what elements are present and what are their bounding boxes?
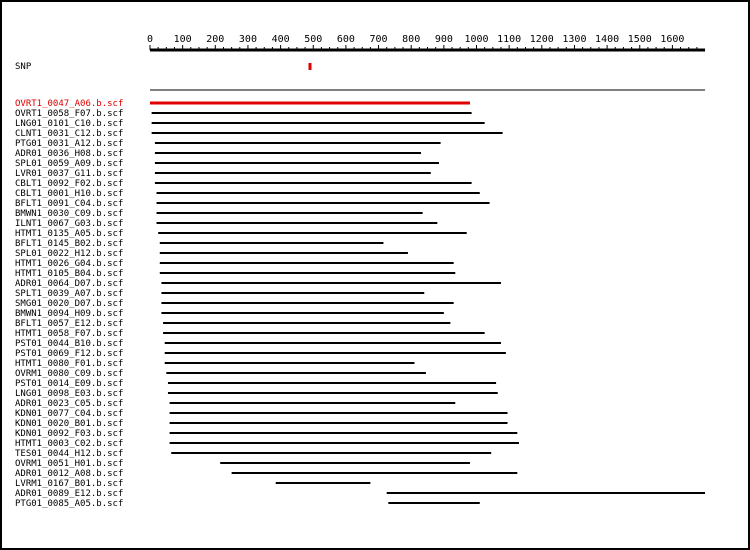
ruler-tick-label: 400 <box>271 34 290 45</box>
read-label[interactable]: OVRT1_0058_F07.b.scf <box>15 109 124 119</box>
read-label[interactable]: ADR01_0064_D07.b.scf <box>15 279 124 289</box>
read-label[interactable]: BFLT1_0091_C04.b.scf <box>15 199 124 209</box>
read-label[interactable]: SMG01_0020_D07.b.scf <box>15 299 124 309</box>
read-label[interactable]: KDN01_0092_F03.b.scf <box>15 429 124 439</box>
snp-track-label: SNP <box>15 62 32 72</box>
read-label[interactable]: BMWN1_0094_H09.b.scf <box>15 309 124 319</box>
ruler-tick-label: 600 <box>336 34 355 45</box>
read-label[interactable]: SPL01_0022_H12.b.scf <box>15 249 124 259</box>
read-label[interactable]: LNG01_0101_C10.b.scf <box>15 119 124 129</box>
read-label[interactable]: TES01_0044_H12.b.scf <box>15 449 124 459</box>
ruler-tick-label: 1100 <box>497 34 522 45</box>
ruler-tick-label: 1300 <box>562 34 587 45</box>
ruler-tick-label: 700 <box>369 34 388 45</box>
ruler-tick-label: 0 <box>146 34 154 45</box>
ruler-tick-label: 1000 <box>464 34 489 45</box>
read-label[interactable]: LVRM1_0167_B01.b.scf <box>15 479 124 489</box>
read-label[interactable]: ADR01_0012_A08.b.scf <box>15 469 124 479</box>
read-label[interactable]: SPL01_0059_A09.b.scf <box>15 159 124 169</box>
read-label[interactable]: BFLT1_0145_B02.b.scf <box>15 239 124 249</box>
read-label[interactable]: CBLT1_0001_H10.b.scf <box>15 189 124 199</box>
read-label[interactable]: PTG01_0085_A05.b.scf <box>15 499 124 509</box>
ruler-tick-label: 1500 <box>627 34 652 45</box>
ruler-tick-label: 1400 <box>595 34 620 45</box>
read-label[interactable]: LNG01_0098_E03.b.scf <box>15 389 124 399</box>
ruler-tick-label: 500 <box>304 34 323 45</box>
reads-track <box>2 2 748 548</box>
read-label[interactable]: HTMT1_0003_C02.b.scf <box>15 439 124 449</box>
read-label[interactable]: LVR01_0037_G11.b.scf <box>15 169 124 179</box>
read-label[interactable]: OVRM1_0080_C09.b.scf <box>15 369 124 379</box>
read-label[interactable]: CLNT1_0031_C12.b.scf <box>15 129 124 139</box>
read-label[interactable]: HTMT1_0135_A05.b.scf <box>15 229 124 239</box>
read-label[interactable]: HTMT1_0080_F01.b.scf <box>15 359 124 369</box>
read-label[interactable]: HTMT1_0058_F07.b.scf <box>15 329 124 339</box>
read-label[interactable]: PST01_0014_E09.b.scf <box>15 379 124 389</box>
snp-marker[interactable] <box>308 63 311 70</box>
read-label[interactable]: OVRM1_0051_H01.b.scf <box>15 459 124 469</box>
read-label[interactable]: CBLT1_0092_F02.b.scf <box>15 179 124 189</box>
read-label[interactable]: ADR01_0089_E12.b.scf <box>15 489 124 499</box>
ruler-tick-label: 900 <box>434 34 453 45</box>
read-label[interactable]: ADR01_0036_H08.b.scf <box>15 149 124 159</box>
read-label[interactable]: BFLT1_0057_E12.b.scf <box>15 319 124 329</box>
read-label[interactable]: BMWN1_0030_C09.b.scf <box>15 209 124 219</box>
read-label[interactable]: OVRT1_0047_A06.b.scf <box>15 99 124 109</box>
read-label[interactable]: PST01_0044_B10.b.scf <box>15 339 124 349</box>
ruler-tick-label: 100 <box>173 34 192 45</box>
read-label[interactable]: SPLT1_0039_A07.b.scf <box>15 289 124 299</box>
read-label[interactable]: KDN01_0077_C04.b.scf <box>15 409 124 419</box>
read-label[interactable]: PTG01_0031_A12.b.scf <box>15 139 124 149</box>
read-label[interactable]: ADR01_0023_C05.b.scf <box>15 399 124 409</box>
read-label[interactable]: PST01_0069_F12.b.scf <box>15 349 124 359</box>
read-label[interactable]: HTMT1_0026_G04.b.scf <box>15 259 124 269</box>
ruler-tick-label: 1200 <box>529 34 554 45</box>
ruler-tick-label: 300 <box>238 34 257 45</box>
read-label[interactable]: ILNT1_0067_G03.b.scf <box>15 219 124 229</box>
ruler-tick-label: 200 <box>206 34 225 45</box>
read-label[interactable]: HTMT1_0105_B04.b.scf <box>15 269 124 279</box>
ruler-tick-label: 800 <box>402 34 421 45</box>
read-label[interactable]: KDN01_0020_B01.b.scf <box>15 419 124 429</box>
ruler-tick-label: 1600 <box>660 34 685 45</box>
